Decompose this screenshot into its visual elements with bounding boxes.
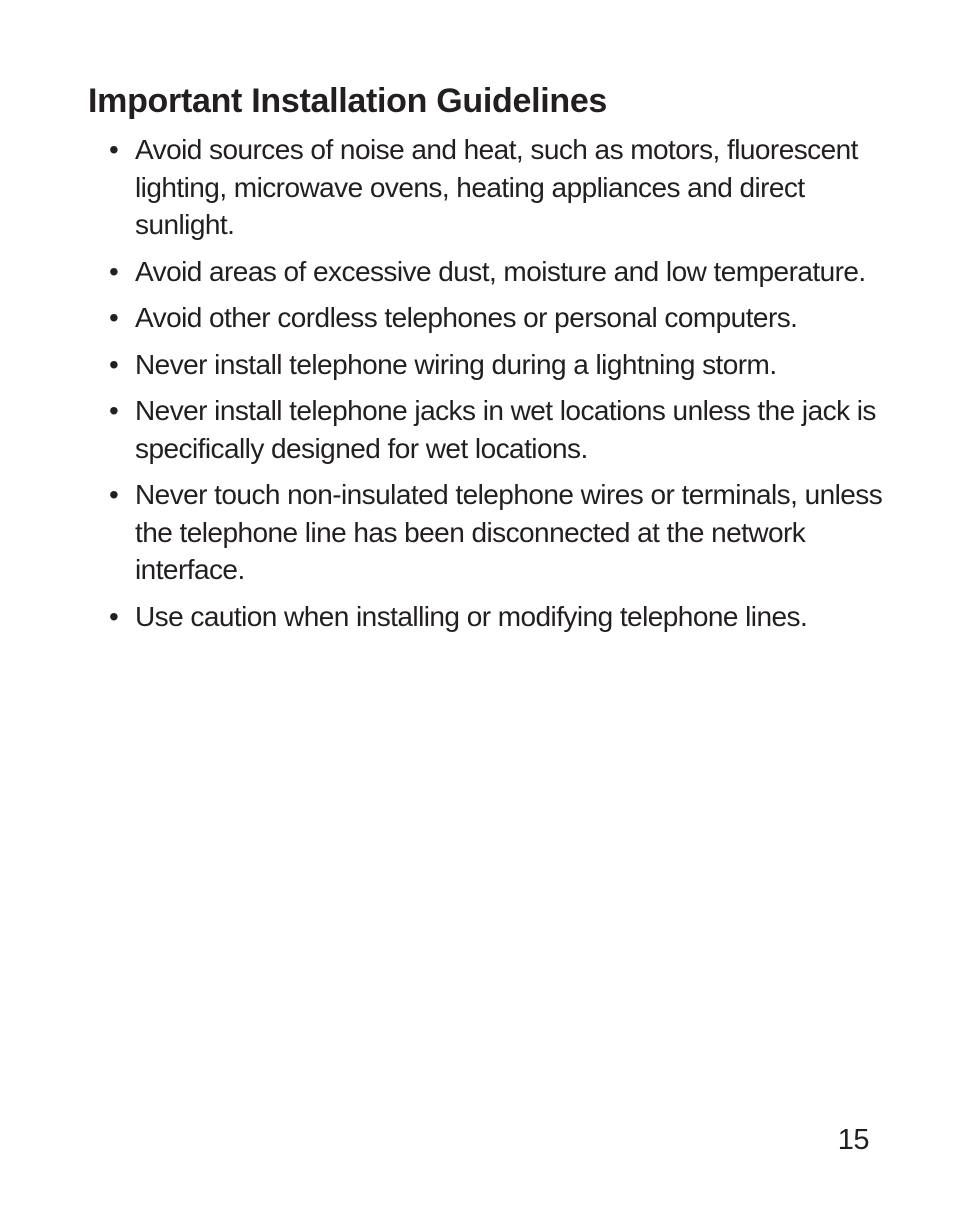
list-item — [105, 253, 885, 291]
guideline-text: Avoid areas of excessive dust, moisture and low temperature. — [135, 255, 866, 287]
bullet-icon: • — [109, 348, 119, 380]
list-item — [105, 392, 885, 467]
bullet-icon: • — [109, 255, 119, 287]
list-item — [105, 131, 885, 244]
guideline-text: Never install telephone wiring during a lightning storm. — [135, 348, 777, 380]
bullet-icon: • — [109, 302, 119, 333]
guideline-text: Never touch non-insulated telephone wires or terminals, unless the telephone line has been disconnected at the network interface. — [135, 479, 883, 585]
page-number: 15 — [837, 1124, 869, 1156]
bullet-icon: • — [109, 479, 119, 510]
bullet-icon: • — [109, 395, 119, 426]
list-item — [105, 476, 885, 589]
guideline-text: Never install telephone jacks in wet locations unless the jack is specifically designed for wet locations. — [135, 395, 876, 464]
guideline-text: Avoid other cordless telephones or personal computers. — [135, 302, 798, 333]
guideline-text: Use caution when installing or modifying telephone lines. — [135, 600, 808, 632]
list-item — [105, 598, 885, 636]
section-heading: Important Installation Guidelines — [88, 82, 608, 120]
guideline-text: Avoid sources of noise and heat, such as motors, fluorescent lighting, microwave ovens, heating appliances and direct sunlight. — [135, 134, 858, 240]
bullet-icon: • — [109, 134, 119, 165]
list-item — [105, 299, 885, 337]
bullet-icon: • — [109, 600, 119, 632]
list-item — [105, 346, 885, 384]
guidelines-list — [105, 131, 885, 644]
